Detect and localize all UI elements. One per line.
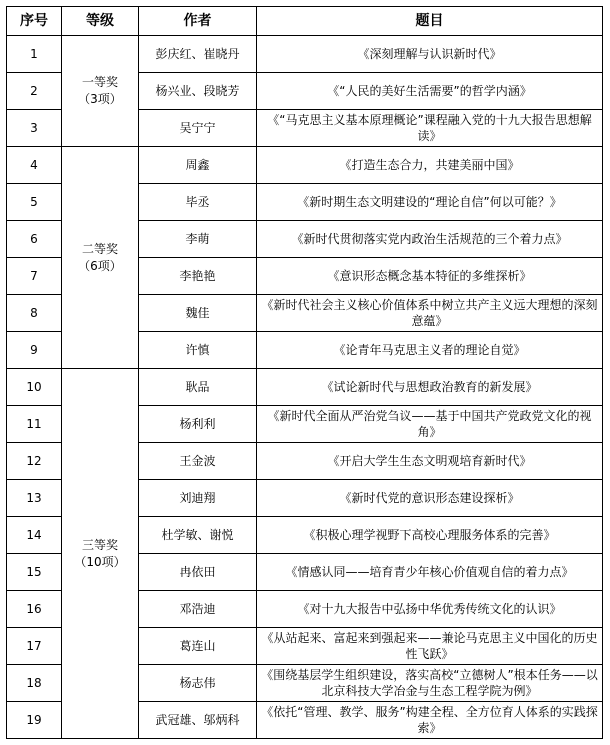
table-row: [7, 36, 603, 73]
grade-count: （6项）: [78, 258, 122, 273]
row-author: 吴宁宁: [139, 110, 257, 147]
row-author: 邓浩迪: [139, 591, 257, 628]
row-no: 6: [7, 221, 62, 258]
row-title: 《新时代社会主义核心价值体系中树立共产主义远大理想的深刻意蕴》: [257, 295, 603, 332]
row-title: 《“人民的美好生活需要”的哲学内涵》: [257, 73, 603, 110]
grade-cell: [62, 36, 139, 147]
row-no: 16: [7, 591, 62, 628]
row-author: 王金波: [139, 443, 257, 480]
row-title: 《依托“管理、教学、服务”构建全程、全方位育人体系的实践探索》: [257, 702, 603, 739]
row-title: 《新时代党的意识形态建设探析》: [257, 480, 603, 517]
row-title: 《从站起来、富起来到强起来——兼论马克思主义中国化的历史性飞跃》: [257, 628, 603, 665]
row-no: 13: [7, 480, 62, 517]
row-title: 《论青年马克思主义者的理论自觉》: [257, 332, 603, 369]
row-author: 周鑫: [139, 147, 257, 184]
row-no: 17: [7, 628, 62, 665]
row-title: 《情感认同——培育青少年核心价值观自信的着力点》: [257, 554, 603, 591]
grade-label: 二等奖: [81, 241, 118, 256]
header-row: [7, 7, 603, 36]
header-no: 序号: [7, 7, 62, 36]
awards-table: [6, 6, 603, 739]
row-no: 18: [7, 665, 62, 702]
row-no: 11: [7, 406, 62, 443]
row-author: 杨志伟: [139, 665, 257, 702]
row-title: 《意识形态概念基本特征的多维探析》: [257, 258, 603, 295]
row-title: 《对十九大报告中弘扬中华优秀传统文化的认识》: [257, 591, 603, 628]
row-no: 1: [7, 36, 62, 73]
row-no: 12: [7, 443, 62, 480]
row-author: 杨兴业、段晓芳: [139, 73, 257, 110]
row-title: 《“马克思主义基本原理概论”课程融入党的十九大报告思想解读》: [257, 110, 603, 147]
row-author: 刘迪翔: [139, 480, 257, 517]
row-author: 耿品: [139, 369, 257, 406]
row-author: 葛连山: [139, 628, 257, 665]
row-no: 2: [7, 73, 62, 110]
row-no: 14: [7, 517, 62, 554]
row-no: 4: [7, 147, 62, 184]
header-grade: 等级: [62, 7, 139, 36]
row-title: 《打造生态合力，共建美丽中国》: [257, 147, 603, 184]
row-author: 杜学敏、谢悦: [139, 517, 257, 554]
row-title: 《试论新时代与思想政治教育的新发展》: [257, 369, 603, 406]
row-author: 魏佳: [139, 295, 257, 332]
row-author: 李艳艳: [139, 258, 257, 295]
grade-label: 一等奖: [81, 75, 118, 89]
row-title: 《新时代贯彻落实党内政治生活规范的三个着力点》: [257, 221, 603, 258]
grade-label: 三等奖: [81, 537, 118, 552]
row-author: 李萌: [139, 221, 257, 258]
row-no: 15: [7, 554, 62, 591]
row-title: 《围绕基层学生组织建设，落实高校“立德树人”根本任务——以北京科技大学冶金与生态工程学院为例》: [257, 665, 603, 702]
header-author: 作者: [139, 7, 257, 36]
row-no: 10: [7, 369, 62, 406]
row-author: 杨利利: [139, 406, 257, 443]
row-no: 7: [7, 258, 62, 295]
grade-count: （3项）: [78, 92, 122, 106]
row-no: 19: [7, 702, 62, 739]
table-row: [7, 147, 603, 184]
row-author: 许慎: [139, 332, 257, 369]
row-author: 冉依田: [139, 554, 257, 591]
row-author: 彭庆红、崔晓丹: [139, 36, 257, 73]
row-author: 毕丞: [139, 184, 257, 221]
grade-cell: [62, 369, 139, 739]
grade-cell: [62, 147, 139, 369]
row-no: 8: [7, 295, 62, 332]
row-author: 武冠雄、邬炳科: [139, 702, 257, 739]
row-no: 9: [7, 332, 62, 369]
table-row: [7, 369, 603, 406]
row-no: 3: [7, 110, 62, 147]
row-title: 《积极心理学视野下高校心理服务体系的完善》: [257, 517, 603, 554]
grade-count: （10项）: [74, 554, 126, 569]
row-title: 《新时代全面从严治党刍议——基于中国共产党政党文化的视角》: [257, 406, 603, 443]
header-title: 题目: [257, 7, 603, 36]
row-no: 5: [7, 184, 62, 221]
row-title: 《新时期生态文明建设的“理论自信”何以可能？》: [257, 184, 603, 221]
row-title: 《开启大学生生态文明观培育新时代》: [257, 443, 603, 480]
row-title: 《深刻理解与认识新时代》: [257, 36, 603, 73]
